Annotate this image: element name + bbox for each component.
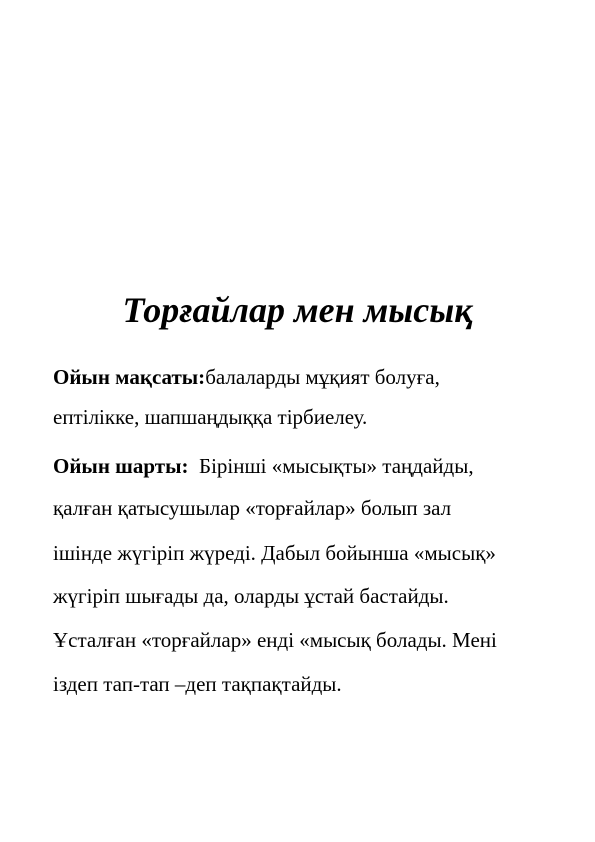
goal-text-1: балаларды мұқият болуға, bbox=[205, 365, 440, 389]
document-title: Торғайлар мен мысық bbox=[122, 290, 473, 330]
rules-line-6: іздеп тап-тап –деп тақпақтайды. bbox=[53, 672, 342, 696]
rules-text-1: Бірінші «мысықты» таңдайды, bbox=[188, 454, 474, 478]
rules-line-1 bbox=[53, 453, 474, 479]
rules-line-4: жүгіріп шығады да, оларды ұстай бастайды. bbox=[53, 584, 449, 608]
rules-label: Ойын шарты: bbox=[53, 454, 189, 478]
goal-line-2: ептілікке, шапшаңдыққа тірбиелеу. bbox=[53, 405, 368, 429]
rules-line-5: Ұсталған «торғайлар» енді «мысық болады. Мені bbox=[53, 628, 497, 652]
goal-label: Ойын мақсаты: bbox=[53, 365, 206, 389]
goal-line-1 bbox=[53, 364, 440, 390]
rules-line-3: ішінде жүгіріп жүреді. Дабыл бойынша «мысық» bbox=[53, 541, 496, 565]
rules-line-2: қалған қатысушылар «торғайлар» болып зал bbox=[53, 496, 452, 520]
